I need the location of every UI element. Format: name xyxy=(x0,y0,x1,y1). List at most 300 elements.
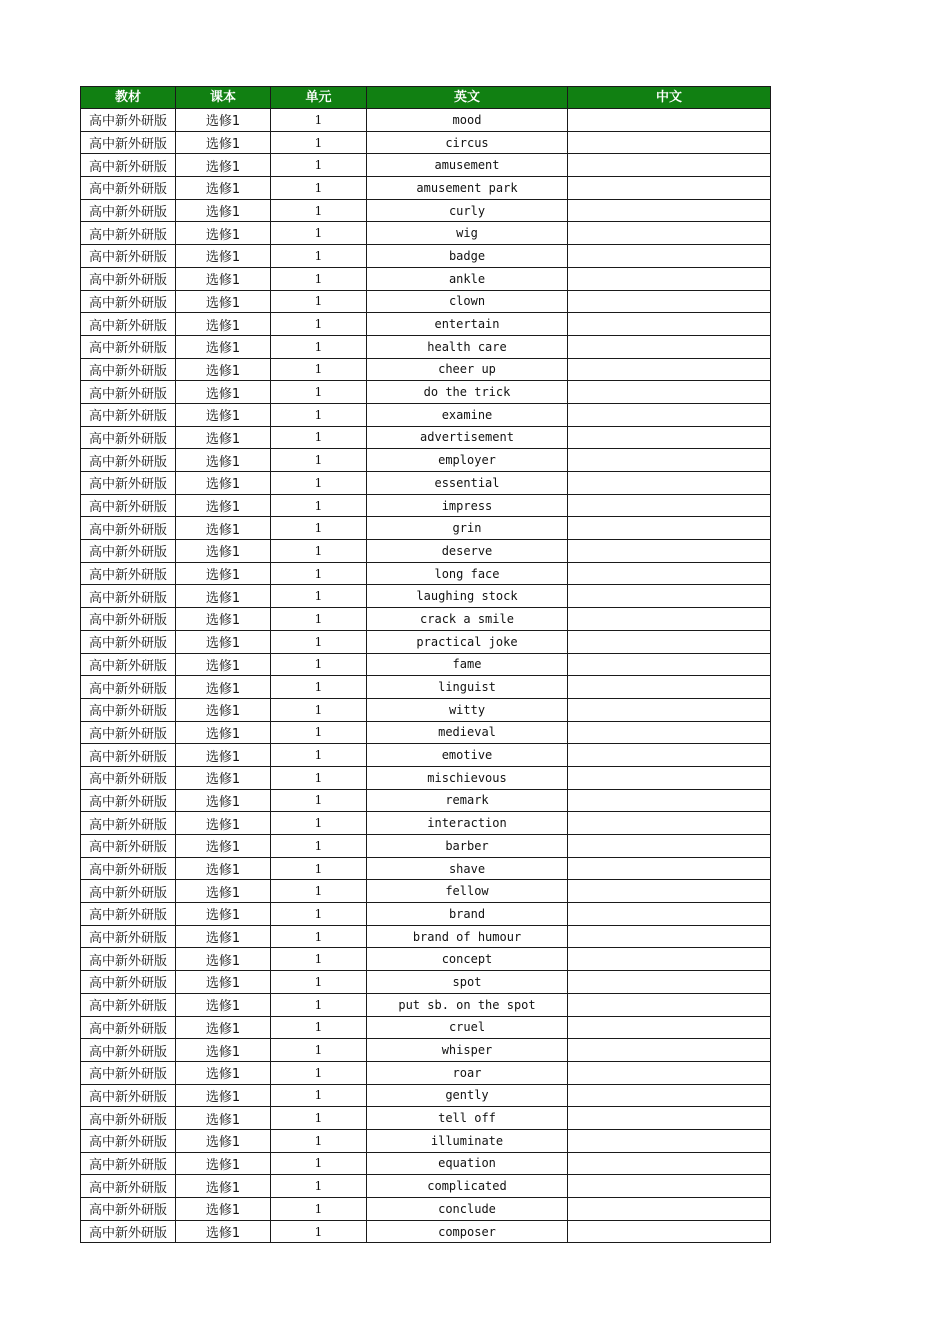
cell-course: 选修1 xyxy=(176,403,271,426)
table-row xyxy=(81,721,771,744)
cell-textbook: 高中新外研版 xyxy=(81,630,176,653)
header-english: 英文 xyxy=(367,87,568,109)
cell-textbook: 高中新外研版 xyxy=(81,154,176,177)
table-row xyxy=(81,630,771,653)
cell-english: equation xyxy=(367,1152,568,1175)
cell-textbook: 高中新外研版 xyxy=(81,698,176,721)
cell-course: 选修1 xyxy=(176,1084,271,1107)
cell-chinese xyxy=(568,562,771,585)
cell-english: essential xyxy=(367,472,568,495)
cell-unit: 1 xyxy=(271,585,367,608)
table-row xyxy=(81,698,771,721)
cell-chinese xyxy=(568,358,771,381)
cell-english: employer xyxy=(367,449,568,472)
table-row xyxy=(81,290,771,313)
table-row xyxy=(81,177,771,200)
cell-chinese xyxy=(568,744,771,767)
cell-textbook: 高中新外研版 xyxy=(81,1084,176,1107)
cell-unit: 1 xyxy=(271,608,367,631)
cell-course: 选修1 xyxy=(176,857,271,880)
cell-textbook: 高中新外研版 xyxy=(81,653,176,676)
cell-unit: 1 xyxy=(271,789,367,812)
cell-course: 选修1 xyxy=(176,290,271,313)
cell-unit: 1 xyxy=(271,109,367,132)
cell-unit: 1 xyxy=(271,222,367,245)
cell-english: shave xyxy=(367,857,568,880)
cell-unit: 1 xyxy=(271,1129,367,1152)
cell-unit: 1 xyxy=(271,494,367,517)
table-row xyxy=(81,154,771,177)
table-row xyxy=(81,381,771,404)
table-row xyxy=(81,449,771,472)
cell-unit: 1 xyxy=(271,381,367,404)
cell-textbook: 高中新外研版 xyxy=(81,177,176,200)
cell-course: 选修1 xyxy=(176,903,271,926)
cell-unit: 1 xyxy=(271,403,367,426)
table-row xyxy=(81,857,771,880)
cell-textbook: 高中新外研版 xyxy=(81,880,176,903)
cell-textbook: 高中新外研版 xyxy=(81,267,176,290)
cell-unit: 1 xyxy=(271,1152,367,1175)
cell-course: 选修1 xyxy=(176,585,271,608)
cell-course: 选修1 xyxy=(176,1152,271,1175)
cell-english: wig xyxy=(367,222,568,245)
cell-chinese xyxy=(568,131,771,154)
table-row xyxy=(81,1129,771,1152)
table-row xyxy=(81,948,771,971)
cell-english: concept xyxy=(367,948,568,971)
cell-course: 选修1 xyxy=(176,381,271,404)
cell-unit: 1 xyxy=(271,721,367,744)
cell-course: 选修1 xyxy=(176,1039,271,1062)
cell-course: 选修1 xyxy=(176,1220,271,1243)
cell-unit: 1 xyxy=(271,313,367,336)
table-row xyxy=(81,1107,771,1130)
cell-english: examine xyxy=(367,403,568,426)
cell-chinese xyxy=(568,812,771,835)
cell-english: laughing stock xyxy=(367,585,568,608)
table-row xyxy=(81,267,771,290)
cell-course: 选修1 xyxy=(176,812,271,835)
cell-english: remark xyxy=(367,789,568,812)
cell-textbook: 高中新外研版 xyxy=(81,1152,176,1175)
cell-course: 选修1 xyxy=(176,517,271,540)
cell-unit: 1 xyxy=(271,1084,367,1107)
cell-textbook: 高中新外研版 xyxy=(81,812,176,835)
table-row xyxy=(81,835,771,858)
cell-course: 选修1 xyxy=(176,835,271,858)
cell-course: 选修1 xyxy=(176,993,271,1016)
cell-unit: 1 xyxy=(271,267,367,290)
cell-chinese xyxy=(568,630,771,653)
cell-chinese xyxy=(568,154,771,177)
cell-textbook: 高中新外研版 xyxy=(81,109,176,132)
table-row xyxy=(81,358,771,381)
table-row xyxy=(81,313,771,336)
cell-english: curly xyxy=(367,199,568,222)
cell-chinese xyxy=(568,109,771,132)
cell-course: 选修1 xyxy=(176,721,271,744)
header-course: 课本 xyxy=(176,87,271,109)
table-row xyxy=(81,562,771,585)
cell-course: 选修1 xyxy=(176,925,271,948)
cell-chinese xyxy=(568,653,771,676)
cell-unit: 1 xyxy=(271,1039,367,1062)
cell-chinese xyxy=(568,177,771,200)
cell-english: crack a smile xyxy=(367,608,568,631)
cell-course: 选修1 xyxy=(176,109,271,132)
cell-textbook: 高中新外研版 xyxy=(81,335,176,358)
table-row xyxy=(81,494,771,517)
table-row xyxy=(81,540,771,563)
cell-chinese xyxy=(568,721,771,744)
cell-course: 选修1 xyxy=(176,676,271,699)
cell-english: composer xyxy=(367,1220,568,1243)
table-row xyxy=(81,109,771,132)
cell-course: 选修1 xyxy=(176,222,271,245)
cell-course: 选修1 xyxy=(176,426,271,449)
cell-chinese xyxy=(568,290,771,313)
cell-textbook: 高中新外研版 xyxy=(81,1039,176,1062)
cell-english: tell off xyxy=(367,1107,568,1130)
cell-chinese xyxy=(568,835,771,858)
cell-english: do the trick xyxy=(367,381,568,404)
cell-english: conclude xyxy=(367,1198,568,1221)
cell-unit: 1 xyxy=(271,653,367,676)
cell-textbook: 高中新外研版 xyxy=(81,1175,176,1198)
cell-english: spot xyxy=(367,971,568,994)
table-row xyxy=(81,903,771,926)
cell-english: illuminate xyxy=(367,1129,568,1152)
cell-unit: 1 xyxy=(271,971,367,994)
cell-course: 选修1 xyxy=(176,698,271,721)
cell-chinese xyxy=(568,199,771,222)
cell-textbook: 高中新外研版 xyxy=(81,403,176,426)
table-row xyxy=(81,993,771,1016)
table-row xyxy=(81,199,771,222)
cell-textbook: 高中新外研版 xyxy=(81,222,176,245)
vocabulary-table xyxy=(80,86,771,1243)
cell-chinese xyxy=(568,1152,771,1175)
table-row xyxy=(81,585,771,608)
cell-chinese xyxy=(568,1175,771,1198)
cell-english: ankle xyxy=(367,267,568,290)
cell-english: deserve xyxy=(367,540,568,563)
cell-chinese xyxy=(568,517,771,540)
cell-course: 选修1 xyxy=(176,154,271,177)
cell-textbook: 高中新外研版 xyxy=(81,358,176,381)
cell-course: 选修1 xyxy=(176,948,271,971)
table-row xyxy=(81,744,771,767)
cell-english: witty xyxy=(367,698,568,721)
header-chinese: 中文 xyxy=(568,87,771,109)
cell-chinese xyxy=(568,540,771,563)
cell-chinese xyxy=(568,971,771,994)
cell-chinese xyxy=(568,925,771,948)
cell-english: gently xyxy=(367,1084,568,1107)
cell-english: entertain xyxy=(367,313,568,336)
cell-chinese xyxy=(568,1084,771,1107)
table-row xyxy=(81,766,771,789)
cell-course: 选修1 xyxy=(176,766,271,789)
cell-english: amusement xyxy=(367,154,568,177)
cell-textbook: 高中新外研版 xyxy=(81,835,176,858)
cell-unit: 1 xyxy=(271,177,367,200)
cell-course: 选修1 xyxy=(176,449,271,472)
cell-textbook: 高中新外研版 xyxy=(81,744,176,767)
cell-english: clown xyxy=(367,290,568,313)
cell-english: medieval xyxy=(367,721,568,744)
cell-chinese xyxy=(568,903,771,926)
cell-textbook: 高中新外研版 xyxy=(81,1220,176,1243)
cell-unit: 1 xyxy=(271,1061,367,1084)
cell-unit: 1 xyxy=(271,857,367,880)
header-unit: 单元 xyxy=(271,87,367,109)
cell-course: 选修1 xyxy=(176,971,271,994)
cell-textbook: 高中新外研版 xyxy=(81,494,176,517)
cell-chinese xyxy=(568,335,771,358)
cell-chinese xyxy=(568,313,771,336)
cell-textbook: 高中新外研版 xyxy=(81,608,176,631)
cell-chinese xyxy=(568,245,771,268)
header-textbook: 教材 xyxy=(81,87,176,109)
cell-textbook: 高中新外研版 xyxy=(81,1061,176,1084)
cell-unit: 1 xyxy=(271,154,367,177)
cell-unit: 1 xyxy=(271,630,367,653)
cell-english: put sb. on the spot xyxy=(367,993,568,1016)
table-row xyxy=(81,245,771,268)
cell-english: long face xyxy=(367,562,568,585)
cell-english: circus xyxy=(367,131,568,154)
cell-chinese xyxy=(568,948,771,971)
cell-unit: 1 xyxy=(271,245,367,268)
cell-english: brand of humour xyxy=(367,925,568,948)
table-row xyxy=(81,1084,771,1107)
table-row xyxy=(81,1198,771,1221)
cell-textbook: 高中新外研版 xyxy=(81,993,176,1016)
cell-unit: 1 xyxy=(271,903,367,926)
cell-chinese xyxy=(568,585,771,608)
cell-textbook: 高中新外研版 xyxy=(81,562,176,585)
table-row xyxy=(81,608,771,631)
cell-course: 选修1 xyxy=(176,199,271,222)
cell-unit: 1 xyxy=(271,1175,367,1198)
cell-unit: 1 xyxy=(271,766,367,789)
table-row xyxy=(81,812,771,835)
cell-course: 选修1 xyxy=(176,608,271,631)
cell-textbook: 高中新外研版 xyxy=(81,766,176,789)
cell-unit: 1 xyxy=(271,199,367,222)
cell-chinese xyxy=(568,1129,771,1152)
cell-unit: 1 xyxy=(271,1016,367,1039)
table-row xyxy=(81,335,771,358)
cell-textbook: 高中新外研版 xyxy=(81,585,176,608)
table-row xyxy=(81,971,771,994)
cell-unit: 1 xyxy=(271,812,367,835)
cell-english: linguist xyxy=(367,676,568,699)
table-row xyxy=(81,222,771,245)
table-row xyxy=(81,789,771,812)
cell-textbook: 高中新外研版 xyxy=(81,1016,176,1039)
cell-unit: 1 xyxy=(271,948,367,971)
cell-course: 选修1 xyxy=(176,472,271,495)
cell-textbook: 高中新外研版 xyxy=(81,1198,176,1221)
cell-chinese xyxy=(568,381,771,404)
cell-english: roar xyxy=(367,1061,568,1084)
cell-english: complicated xyxy=(367,1175,568,1198)
cell-chinese xyxy=(568,880,771,903)
cell-textbook: 高中新外研版 xyxy=(81,245,176,268)
cell-textbook: 高中新外研版 xyxy=(81,517,176,540)
cell-chinese xyxy=(568,608,771,631)
cell-textbook: 高中新外研版 xyxy=(81,381,176,404)
cell-chinese xyxy=(568,494,771,517)
cell-course: 选修1 xyxy=(176,1198,271,1221)
cell-course: 选修1 xyxy=(176,789,271,812)
cell-unit: 1 xyxy=(271,449,367,472)
table-row xyxy=(81,880,771,903)
cell-english: cheer up xyxy=(367,358,568,381)
cell-english: barber xyxy=(367,835,568,858)
cell-english: health care xyxy=(367,335,568,358)
cell-chinese xyxy=(568,1107,771,1130)
cell-textbook: 高中新外研版 xyxy=(81,426,176,449)
cell-textbook: 高中新外研版 xyxy=(81,903,176,926)
cell-chinese xyxy=(568,789,771,812)
cell-english: interaction xyxy=(367,812,568,835)
table-row xyxy=(81,517,771,540)
cell-unit: 1 xyxy=(271,1198,367,1221)
cell-unit: 1 xyxy=(271,131,367,154)
table-row xyxy=(81,1016,771,1039)
cell-chinese xyxy=(568,698,771,721)
cell-course: 选修1 xyxy=(176,494,271,517)
cell-textbook: 高中新外研版 xyxy=(81,971,176,994)
cell-course: 选修1 xyxy=(176,335,271,358)
cell-chinese xyxy=(568,222,771,245)
cell-textbook: 高中新外研版 xyxy=(81,472,176,495)
cell-english: mood xyxy=(367,109,568,132)
cell-textbook: 高中新外研版 xyxy=(81,540,176,563)
cell-chinese xyxy=(568,676,771,699)
cell-unit: 1 xyxy=(271,993,367,1016)
cell-unit: 1 xyxy=(271,540,367,563)
cell-chinese xyxy=(568,993,771,1016)
cell-unit: 1 xyxy=(271,676,367,699)
cell-english: impress xyxy=(367,494,568,517)
cell-chinese xyxy=(568,1198,771,1221)
cell-unit: 1 xyxy=(271,426,367,449)
cell-english: advertisement xyxy=(367,426,568,449)
cell-chinese xyxy=(568,426,771,449)
cell-course: 选修1 xyxy=(176,245,271,268)
cell-textbook: 高中新外研版 xyxy=(81,290,176,313)
cell-textbook: 高中新外研版 xyxy=(81,948,176,971)
cell-chinese xyxy=(568,1016,771,1039)
cell-textbook: 高中新外研版 xyxy=(81,1129,176,1152)
cell-textbook: 高中新外研版 xyxy=(81,449,176,472)
cell-chinese xyxy=(568,472,771,495)
cell-course: 选修1 xyxy=(176,744,271,767)
table-row xyxy=(81,1039,771,1062)
cell-chinese xyxy=(568,766,771,789)
table-body xyxy=(81,109,771,1243)
cell-unit: 1 xyxy=(271,835,367,858)
cell-course: 选修1 xyxy=(176,540,271,563)
cell-textbook: 高中新外研版 xyxy=(81,789,176,812)
cell-unit: 1 xyxy=(271,358,367,381)
cell-english: practical joke xyxy=(367,630,568,653)
cell-course: 选修1 xyxy=(176,1107,271,1130)
cell-english: emotive xyxy=(367,744,568,767)
table-row xyxy=(81,1061,771,1084)
cell-textbook: 高中新外研版 xyxy=(81,1107,176,1130)
cell-course: 选修1 xyxy=(176,1175,271,1198)
cell-unit: 1 xyxy=(271,335,367,358)
cell-textbook: 高中新外研版 xyxy=(81,313,176,336)
cell-course: 选修1 xyxy=(176,1129,271,1152)
cell-course: 选修1 xyxy=(176,267,271,290)
cell-textbook: 高中新外研版 xyxy=(81,857,176,880)
cell-textbook: 高中新外研版 xyxy=(81,199,176,222)
cell-course: 选修1 xyxy=(176,1061,271,1084)
cell-textbook: 高中新外研版 xyxy=(81,131,176,154)
cell-english: cruel xyxy=(367,1016,568,1039)
cell-unit: 1 xyxy=(271,290,367,313)
table-row xyxy=(81,472,771,495)
table-row xyxy=(81,426,771,449)
cell-english: whisper xyxy=(367,1039,568,1062)
table-row xyxy=(81,925,771,948)
cell-unit: 1 xyxy=(271,925,367,948)
table-row xyxy=(81,403,771,426)
cell-course: 选修1 xyxy=(176,131,271,154)
cell-course: 选修1 xyxy=(176,1016,271,1039)
cell-course: 选修1 xyxy=(176,358,271,381)
cell-english: fellow xyxy=(367,880,568,903)
cell-english: mischievous xyxy=(367,766,568,789)
cell-unit: 1 xyxy=(271,698,367,721)
cell-english: grin xyxy=(367,517,568,540)
cell-chinese xyxy=(568,857,771,880)
cell-chinese xyxy=(568,449,771,472)
cell-english: amusement park xyxy=(367,177,568,200)
cell-course: 选修1 xyxy=(176,313,271,336)
cell-unit: 1 xyxy=(271,562,367,585)
cell-chinese xyxy=(568,267,771,290)
cell-unit: 1 xyxy=(271,744,367,767)
cell-course: 选修1 xyxy=(176,562,271,585)
cell-course: 选修1 xyxy=(176,177,271,200)
cell-english: badge xyxy=(367,245,568,268)
cell-chinese xyxy=(568,1061,771,1084)
cell-chinese xyxy=(568,403,771,426)
cell-unit: 1 xyxy=(271,517,367,540)
cell-unit: 1 xyxy=(271,1107,367,1130)
table-row xyxy=(81,1175,771,1198)
table-row xyxy=(81,653,771,676)
cell-course: 选修1 xyxy=(176,630,271,653)
cell-textbook: 高中新外研版 xyxy=(81,925,176,948)
cell-unit: 1 xyxy=(271,472,367,495)
cell-english: brand xyxy=(367,903,568,926)
table-row xyxy=(81,1152,771,1175)
cell-textbook: 高中新外研版 xyxy=(81,721,176,744)
table-row xyxy=(81,131,771,154)
cell-unit: 1 xyxy=(271,880,367,903)
cell-textbook: 高中新外研版 xyxy=(81,676,176,699)
cell-unit: 1 xyxy=(271,1220,367,1243)
